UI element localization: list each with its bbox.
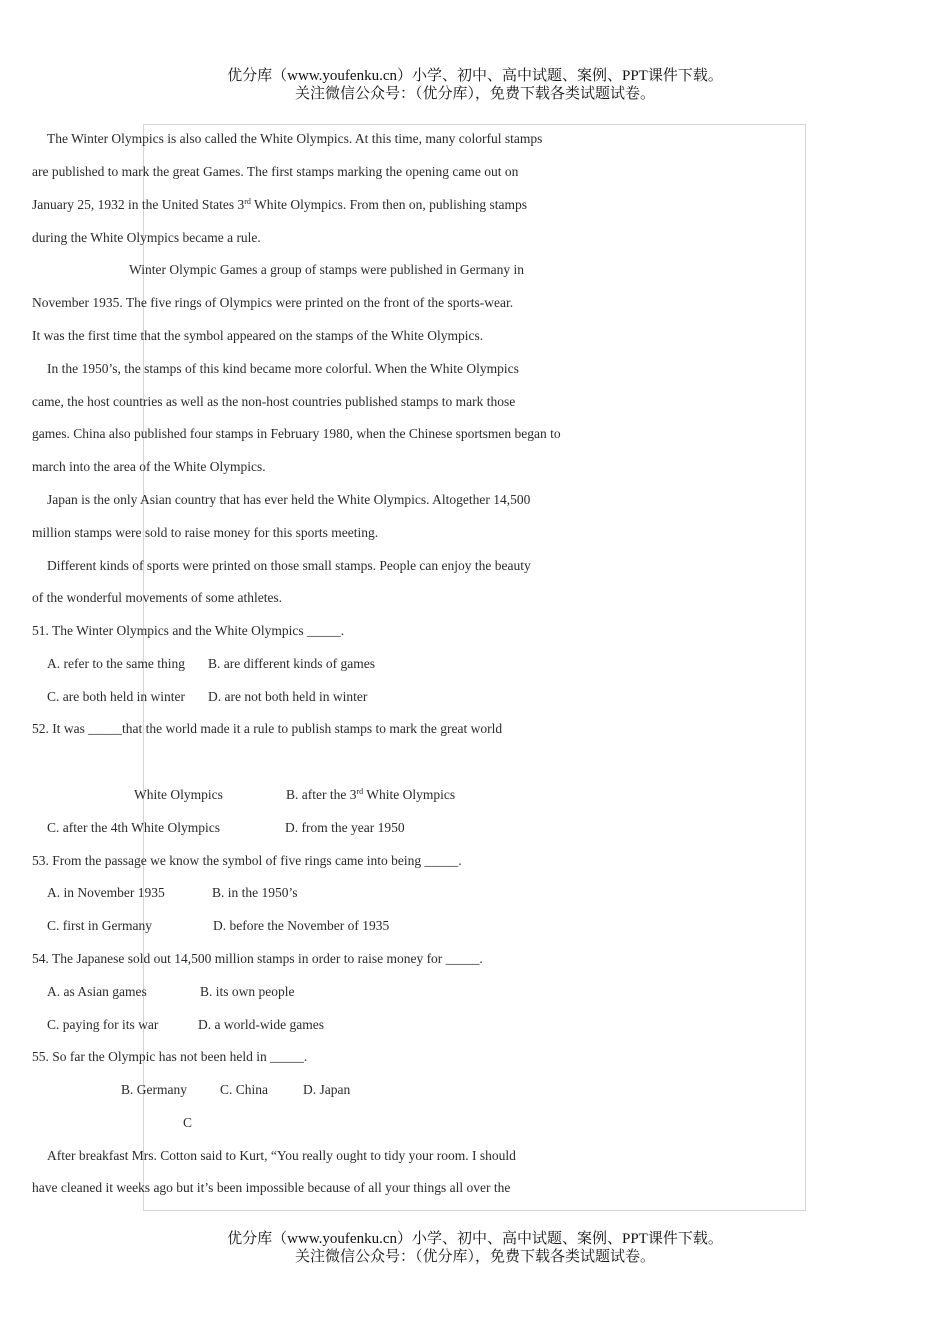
option-53-a: A. in November 1935 <box>47 885 165 900</box>
header-line-1: 优分库（www.youfenku.cn）小学、初中、高中试题、案例、PPT课件下载。 <box>227 68 723 84</box>
question-55: 55. So far the Olympic has not been held in _____. <box>32 1049 308 1064</box>
header-line-2: 关注微信公众号：（优分库），免费下载各类试题试卷。 <box>294 86 655 102</box>
passage-line: In the 1950’s, the stamps of this kind became more colorful. When the White Olympics <box>47 361 519 376</box>
passage-line: November 1935. The five rings of Olympics were printed on the front of the sports-wear. <box>32 295 514 310</box>
passage-line: march into the area of the White Olympics. <box>32 459 266 474</box>
text-run: White Olympics <box>363 787 456 802</box>
passage-line: of the wonderful movements of some athletes. <box>32 590 283 605</box>
section-letter: C <box>183 1115 193 1130</box>
passage-line: during the White Olympics became a rule. <box>32 230 261 245</box>
option-52-b <box>286 787 455 803</box>
superscript: rd <box>356 787 364 796</box>
text-run: January 25, 1932 in the United States 3 <box>32 197 245 212</box>
question-54: 54. The Japanese sold out 14,500 million stamps in order to raise money for _____. <box>32 951 483 966</box>
footer-line-2: 关注微信公众号：（优分库），免费下载各类试题试卷。 <box>294 1249 655 1265</box>
superscript: rd <box>244 197 251 206</box>
option-51-a: A. refer to the same thing <box>47 656 185 671</box>
option-53-c: C. first in Germany <box>47 918 152 933</box>
passage-line: games. China also published four stamps in February 1980, when the Chinese sportsmen began to <box>32 426 561 441</box>
passage-line: After breakfast Mrs. Cotton said to Kurt, “You really ought to tidy your room. I should <box>47 1148 516 1163</box>
option-52-d: D. from the year 1950 <box>285 820 405 835</box>
passage-line: Winter Olympic Games a group of stamps were published in Germany in <box>129 262 524 277</box>
text-run: White Olympics. From then on, publishing stamps <box>250 197 528 212</box>
option-54-c: C. paying for its war <box>47 1017 159 1032</box>
passage-line: are published to mark the great Games. The first stamps marking the opening came out on <box>32 164 519 179</box>
option-55-c: C. China <box>220 1082 269 1097</box>
option-52-a: White Olympics <box>134 787 223 802</box>
question-52: 52. It was _____that the world made it a rule to publish stamps to mark the great world <box>32 721 503 736</box>
question-51: 51. The Winter Olympics and the White Olympics _____. <box>32 623 345 638</box>
option-51-b: B. are different kinds of games <box>208 656 375 671</box>
option-51-c: C. are both held in winter <box>47 689 185 704</box>
passage-line: million stamps were sold to raise money for this sports meeting. <box>32 525 379 540</box>
page-footer <box>0 1230 950 1266</box>
text-run: B. after the 3 <box>286 787 357 802</box>
passage-line: The Winter Olympics is also called the White Olympics. At this time, many colorful stamps <box>47 131 543 146</box>
passage-line <box>32 197 527 213</box>
option-51-d: D. are not both held in winter <box>208 689 368 704</box>
passage-line: Japan is the only Asian country that has ever held the White Olympics. Altogether 14,500 <box>47 492 531 507</box>
option-54-a: A. as Asian games <box>47 984 147 999</box>
option-54-d: D. a world-wide games <box>198 1017 324 1032</box>
option-53-d: D. before the November of 1935 <box>213 918 390 933</box>
option-52-c: C. after the 4th White Olympics <box>47 820 220 835</box>
passage-line: Different kinds of sports were printed on those small stamps. People can enjoy the beauty <box>47 558 531 573</box>
passage-line: came, the host countries as well as the non-host countries published stamps to mark those <box>32 394 516 409</box>
option-54-b: B. its own people <box>200 984 295 999</box>
passage-line: have cleaned it weeks ago but it’s been impossible because of all your things all over the <box>32 1180 511 1195</box>
passage-line: It was the first time that the symbol appeared on the stamps of the White Olympics. <box>32 328 484 343</box>
option-53-b: B. in the 1950’s <box>212 885 298 900</box>
page-header <box>0 67 950 103</box>
footer-line-1: 优分库（www.youfenku.cn）小学、初中、高中试题、案例、PPT课件下载。 <box>227 1231 723 1247</box>
option-55-b: B. Germany <box>121 1082 187 1097</box>
option-55-d: D. Japan <box>303 1082 351 1097</box>
question-53: 53. From the passage we know the symbol of five rings came into being _____. <box>32 853 462 868</box>
